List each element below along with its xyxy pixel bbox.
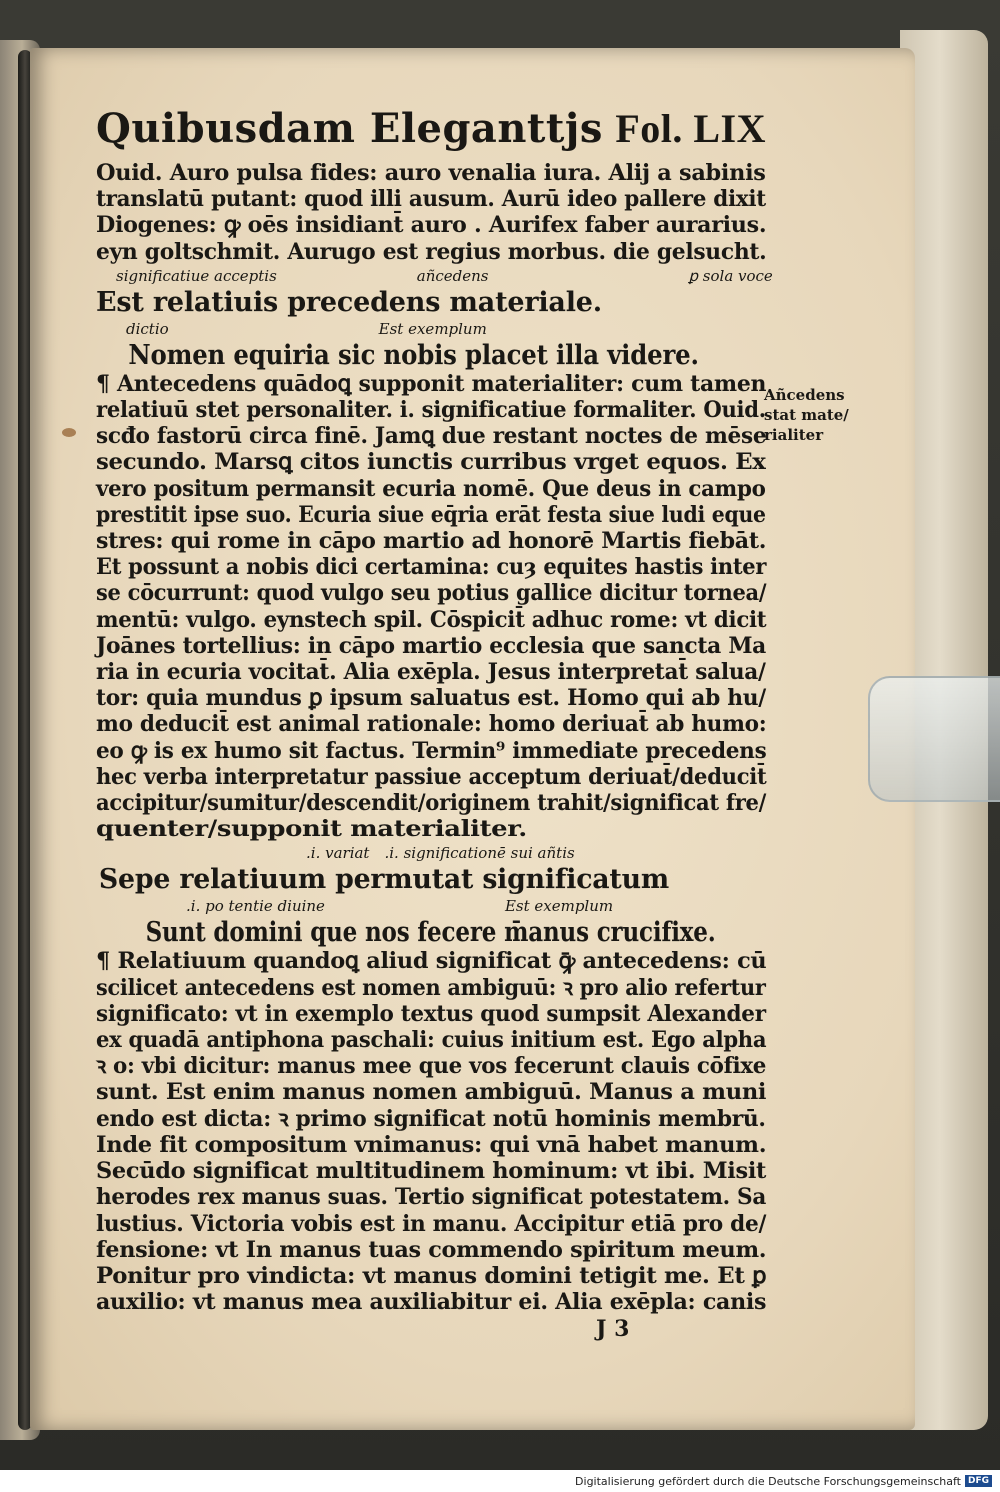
verse-line: Nomen equiria sic nobis placet illa videre. [128, 339, 699, 371]
verse-line: Sepe relatiuum permutat significatum [98, 864, 669, 896]
text-line: ꝛ o: vbi dicitur: manus mee que vos fecerunt clauis cōfixe [96, 1053, 767, 1080]
running-title: Quibusdam Eleganttjs [96, 105, 603, 152]
text-line: endo est dicta: ꝛ primo significat notū hominis membrū. [96, 1105, 766, 1132]
funding-credit: Digitalisierung gefördert durch die Deutsche Forschungsgemeinschaft [575, 1474, 961, 1488]
text-line: accipitur/sumitur/descendit/originem trahit/significat fre/ [96, 790, 767, 817]
gloss-word: Est exemplum [504, 897, 614, 916]
margin-note-line: rialiter [764, 426, 824, 444]
interlinear-gloss [96, 318, 766, 340]
body-text [96, 160, 773, 1316]
text-line: Ouid. Auro pulsa fides: auro venalia iura. Alij a sabinis [96, 160, 766, 186]
text-line: eyn goltschmit. Aurugo est regius morbus. die gelsucht. [96, 238, 767, 265]
page-clip [868, 676, 1000, 802]
text-line: sunt. Est enim manus nomen ambiguū. Manus a muni [96, 1079, 767, 1106]
verse-line: Est relatiuis precedens materiale. [96, 286, 602, 318]
gloss-word: .i. significationē sui añtis [384, 844, 575, 863]
dfg-logo: DFG [965, 1475, 992, 1487]
text-line: auxilio: vt manus mea auxiliabitur ei. Alia exēpla: canis [96, 1289, 767, 1316]
margin-note [764, 385, 874, 445]
text-line: Et possunt a nobis dici certamina: cuȝ equites hastis inter [96, 554, 767, 581]
text-line: translatū putant: quod illi ausum. Aurū ideo pallere dixit [96, 186, 766, 213]
text-line: secundo. Marsꝗ citos iunctis curribus vrget equos. Ex [96, 449, 766, 476]
folio-number: Fol. LIX [615, 106, 766, 151]
text-line: quenter/supponit materialiter. [96, 816, 527, 843]
text-line: mentū: vulgo. eynstech spil. Cōspicit̄ adhuc rome: vt dicit [96, 606, 767, 633]
footer-bar [0, 1470, 1000, 1492]
text-block [96, 104, 773, 1316]
text-line: scđo fastorū circa finē. Jamꝗ due restant noctes de mēse [96, 423, 767, 450]
text-line: ¶ Antecedens quādoꝗ supponit materialiter: cum tamen [96, 370, 767, 397]
gloss-word: significatiue acceptis [116, 266, 277, 285]
text-line: mo deducit̄ est animal rationale: homo deriuat̄ ab humo: [96, 711, 767, 738]
text-line: significato: vt in exemplo textus quod sumpsit Alexander [96, 1000, 766, 1027]
text-line: Diogenes: ꝙ oēs insidiant̄ auro . Aurifex faber aurarius. [96, 212, 767, 239]
text-line: fensione: vt In manus tuas commendo spiritum meum. [96, 1236, 767, 1263]
gloss-word: .i. po tentie diuine [186, 897, 325, 916]
ink-stain [62, 428, 76, 437]
interlinear-gloss [96, 265, 773, 287]
gloss-word: dictio [126, 319, 169, 338]
text-line: Secūdo significat multitudinem hominum: vt ibi. Misit [96, 1158, 767, 1185]
text-line: tor: quia mundus ꝑ ipsum saluatus est. Homo qui ab hu/ [96, 685, 766, 712]
text-line: hec verba interpretatur passiue acceptum deriuat̄/deducit̄ [96, 763, 767, 790]
text-line: herodes rex manus suas. Tertio significat potestatem. Sa [96, 1184, 767, 1211]
text-line: Ponitur pro vindicta: vt manus domini tetigit me. Et ꝑ [96, 1262, 767, 1289]
text-line: Inde fit compositum vnimanus: qui vnā habet manum. [96, 1131, 767, 1158]
margin-note-line: stat mate/ [764, 406, 849, 424]
text-line: vero positum permansit ecuria nomē. Que deus in campo [96, 475, 766, 502]
text-line: relatiuū stet personaliter. i. significatiue formaliter. Ouid. [96, 397, 766, 424]
text-line: se cōcurrunt: quod vulgo seu potius gallice dicitur tornea/ [96, 580, 767, 607]
text-line: ¶ Relatiuum quandoꝗ aliud significat ꝙ̄ antecedens: cū [96, 948, 767, 975]
gloss-word: ꝑ sola voce [688, 266, 773, 285]
text-line: eo ꝙ is ex humo sit factus. Termin⁹ immediate precedens [96, 737, 767, 764]
running-head [96, 104, 766, 154]
text-line: scilicet antecedens est nomen ambiguū: ꝛ pro alio refertur [96, 974, 766, 1001]
signature-mark: J 3 [596, 1316, 630, 1342]
text-line: stres: qui rome in cāpo martio ad honorē Martis fiebāt. [96, 528, 767, 555]
gloss-word: Est exemplum [378, 319, 487, 338]
text-line: ria in ecuria vocitat̄. Alia exēpla. Jesus interpretat̄ salua/ [96, 659, 766, 686]
gloss-word: añcedens [416, 266, 489, 285]
text-line: ex quadā antiphona paschali: cuius initium est. Ego alpha [96, 1027, 767, 1054]
verse-line: Sunt domini que nos fecere m̄anus crucifixe. [145, 917, 716, 949]
text-line: lustius. Victoria vobis est in manu. Accipitur etiā pro de/ [96, 1210, 767, 1237]
margin-note-line: Añcedens [764, 386, 845, 404]
text-line: Joānes tortellius: in cāpo martio ecclesia que sancta Ma [96, 632, 767, 659]
interlinear-gloss [96, 895, 766, 917]
gloss-word: .i. variat [306, 844, 370, 863]
interlinear-gloss [96, 842, 766, 864]
text-line: prestitit ipse suo. Ecuria siue eq̄ria erāt festa siue ludi eque [96, 501, 766, 528]
